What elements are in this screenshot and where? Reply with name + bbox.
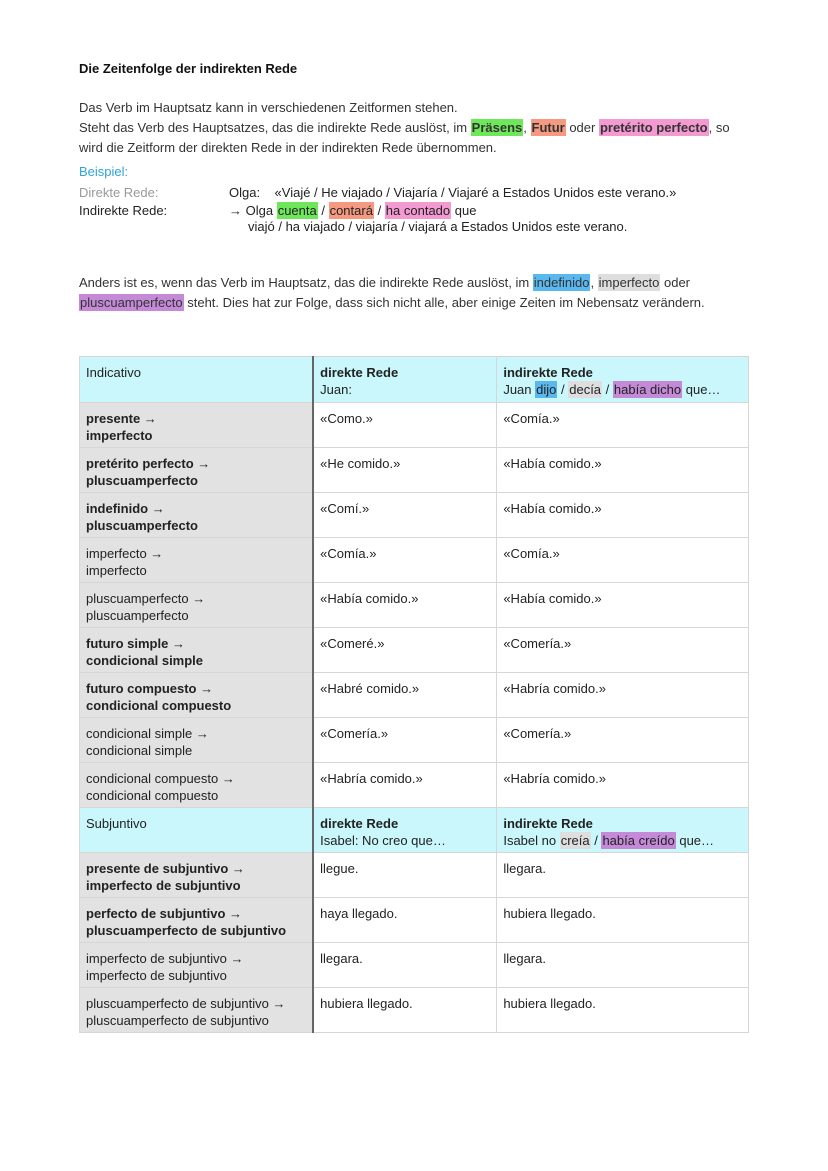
tense-cell (80, 898, 314, 943)
direct-speech-cell: «He comido.» (313, 448, 497, 493)
tense-to: imperfecto (86, 428, 153, 443)
direct-speech-cell: llegue. (313, 853, 497, 898)
separator: , (590, 275, 598, 290)
tense-to: pluscuamperfecto de subjuntivo (86, 1013, 269, 1028)
tense-from: condicional simple → (86, 726, 209, 741)
indirect-speech-cell: llegara. (497, 943, 749, 988)
tense-cell (80, 493, 314, 538)
direct-speech-cell: «Había comido.» (313, 583, 497, 628)
tense-to: imperfecto de subjuntivo (86, 878, 241, 893)
table-row (80, 943, 749, 988)
tense-to: imperfecto de subjuntivo (86, 968, 227, 983)
direct-speech-cell: «Habría comido.» (313, 763, 497, 808)
column-title: indirekte Rede (503, 816, 593, 831)
indirect-speech-header (497, 357, 749, 403)
highlight-habia-creido: había creído (602, 833, 675, 848)
subjuntivo-header-row (80, 808, 749, 853)
indirect-speech-cell: «Comía.» (497, 403, 749, 448)
direct-speech-cell: «Habré comido.» (313, 673, 497, 718)
second-text: Anders ist es, wenn das Verb im Hauptsatz, das die indirekte Rede auslöst, im (79, 275, 533, 290)
tense-cell (80, 943, 314, 988)
indirect-speech-header (497, 808, 749, 853)
separator: , (523, 120, 531, 135)
connector: oder (565, 120, 599, 135)
column-subtitle (503, 832, 742, 849)
intro-text-end: , so wird die Zeitform der direkten Rede in der indirekten Rede übernommen. (79, 120, 730, 155)
highlight-ha-contado: ha contado (385, 203, 451, 218)
que: que (451, 203, 477, 218)
table-row (80, 673, 749, 718)
highlight-praesens: Präsens (471, 120, 523, 135)
intro-paragraph (79, 98, 739, 158)
highlight-habia-dicho: había dicho (613, 382, 682, 397)
que: que… (682, 382, 721, 397)
slash: / (602, 382, 613, 397)
direct-speech-text (229, 184, 676, 201)
tense-cell (80, 628, 314, 673)
que: que… (675, 833, 715, 848)
direct-speech-cell: «Comeré.» (313, 628, 497, 673)
table-row (80, 403, 749, 448)
column-subtitle (503, 381, 742, 398)
tense-to: imperfecto (86, 563, 147, 578)
tense-from: futuro simple → (86, 636, 185, 651)
subjuntivo-header: Subjuntivo (80, 808, 314, 853)
tense-cell (80, 673, 314, 718)
page-title: Die Zeitenfolge der indirekten Rede (79, 61, 298, 76)
indirect-speech-text (229, 202, 476, 219)
tense-from: condicional compuesto → (86, 771, 235, 786)
intro-text: Steht das Verb des Hauptsatzes, das die indirekte Rede auslöst, im (79, 120, 471, 135)
example-label: Beispiel: (79, 164, 129, 179)
tense-from: indefinido → (86, 501, 165, 516)
second-paragraph (79, 273, 749, 313)
tense-to: pluscuamperfecto (86, 473, 198, 488)
indirect-speech-cell: «Comería.» (497, 718, 749, 763)
highlight-creia: creía (560, 833, 590, 848)
connector: oder (660, 275, 691, 290)
indicativo-header-row (80, 357, 749, 403)
indirect-speech-cell: «Habría comido.» (497, 673, 749, 718)
isabel: Isabel no (503, 833, 560, 848)
highlight-imperfecto: imperfecto (598, 275, 660, 290)
tense-cell (80, 448, 314, 493)
second-text-end: steht. Dies hat zur Folge, dass sich nicht alle, aber einige Zeiten im Nebensatz verändern. (183, 295, 705, 310)
tense-to: pluscuamperfecto (86, 518, 198, 533)
highlight-pluscuamperfecto: pluscuamperfecto (80, 295, 183, 310)
tense-from: pluscuamperfecto → (86, 591, 206, 606)
tense-cell (80, 403, 314, 448)
indirect-speech-cell: «Había comido.» (497, 583, 749, 628)
tense-from: perfecto de subjuntivo → (86, 906, 243, 921)
tense-to: condicional simple (86, 653, 204, 668)
indicativo-header: Indicativo (80, 357, 314, 403)
tense-to: condicional simple (86, 743, 193, 758)
table-row (80, 538, 749, 583)
indirect-speech-cell: «Comía.» (497, 538, 749, 583)
tense-table (79, 356, 749, 1033)
tense-cell (80, 718, 314, 763)
tense-from: pluscuamperfecto de subjuntivo → (86, 996, 286, 1011)
direct-speech-cell: «Como.» (313, 403, 497, 448)
column-subtitle: Isabel: No creo que… (320, 833, 446, 848)
table-row (80, 493, 749, 538)
direct-speech-cell: «Comí.» (313, 493, 497, 538)
juan: Juan (503, 382, 536, 397)
indirect-speech-cell: hubiera llegado. (497, 898, 749, 943)
highlight-indefinido: indefinido (533, 275, 590, 290)
indirect-speech-cell: «Había comido.» (497, 448, 749, 493)
intro-line-2 (79, 118, 739, 158)
tense-to: condicional compuesto (86, 788, 219, 803)
direct-speech-cell: haya llegado. (313, 898, 497, 943)
table-row (80, 988, 749, 1033)
table-row (80, 628, 749, 673)
tense-from: pretérito perfecto → (86, 456, 211, 471)
indirect-speech-cell: «Habría comido.» (497, 763, 749, 808)
highlight-dijo: dijo (536, 382, 557, 397)
indirect-speech-cell: «Había comido.» (497, 493, 749, 538)
tense-to: condicional compuesto (86, 698, 232, 713)
indirect-speech-cell: «Comería.» (497, 628, 749, 673)
table-row (80, 853, 749, 898)
tense-to: pluscuamperfecto de subjuntivo (86, 923, 287, 938)
direct-speech-cell: «Comería.» (313, 718, 497, 763)
direct-speech-cell: llegara. (313, 943, 497, 988)
column-title: direkte Rede (320, 816, 399, 831)
arrow-olga: → Olga (229, 203, 277, 218)
intro-line-1: Das Verb im Hauptsatz kann in verschiedenen Zeitformen stehen. (79, 100, 458, 115)
tense-cell (80, 988, 314, 1033)
tense-cell (80, 853, 314, 898)
column-title: indirekte Rede (503, 365, 593, 380)
slash: / (557, 382, 569, 397)
slash: / (590, 833, 602, 848)
highlight-preterito-perfecto: pretérito perfecto (599, 120, 708, 135)
indirect-speech-continuation: viajó / ha viajado / viajaría / viajará a Estados Unidos este verano. (248, 219, 628, 234)
tense-from: imperfecto → (86, 546, 164, 561)
table-row (80, 718, 749, 763)
direct-speech-cell: hubiera llegado. (313, 988, 497, 1033)
tense-to: pluscuamperfecto (86, 608, 189, 623)
tense-cell (80, 583, 314, 628)
direct-speech-header (313, 357, 497, 403)
quote: «Viajé / He viajado / Viajaría / Viajaré a Estados Unidos este verano.» (274, 185, 677, 200)
table-row (80, 898, 749, 943)
direct-speech-cell: «Comía.» (313, 538, 497, 583)
indirect-speech-label: Indirekte Rede: (79, 203, 168, 218)
indirect-speech-cell: hubiera llegado. (497, 988, 749, 1033)
speaker: Olga: (229, 185, 261, 200)
tense-from: presente → (86, 411, 157, 426)
highlight-futur: Futur (531, 120, 565, 135)
table-row (80, 763, 749, 808)
column-subtitle: Juan: (320, 382, 352, 397)
tense-from: presente de subjuntivo → (86, 861, 245, 876)
highlight-contara: contará (329, 203, 373, 218)
tense-cell (80, 763, 314, 808)
indirect-speech-cell: llegara. (497, 853, 749, 898)
slash: / (373, 203, 385, 218)
slash: / (317, 203, 329, 218)
table-row (80, 583, 749, 628)
tense-from: imperfecto de subjuntivo → (86, 951, 244, 966)
table-row (80, 448, 749, 493)
tense-from: futuro compuesto → (86, 681, 214, 696)
column-title: direkte Rede (320, 365, 399, 380)
direct-speech-label: Direkte Rede: (79, 185, 159, 200)
direct-speech-header (313, 808, 497, 853)
highlight-cuenta: cuenta (277, 203, 317, 218)
highlight-decia: decía (569, 382, 602, 397)
tense-cell (80, 538, 314, 583)
